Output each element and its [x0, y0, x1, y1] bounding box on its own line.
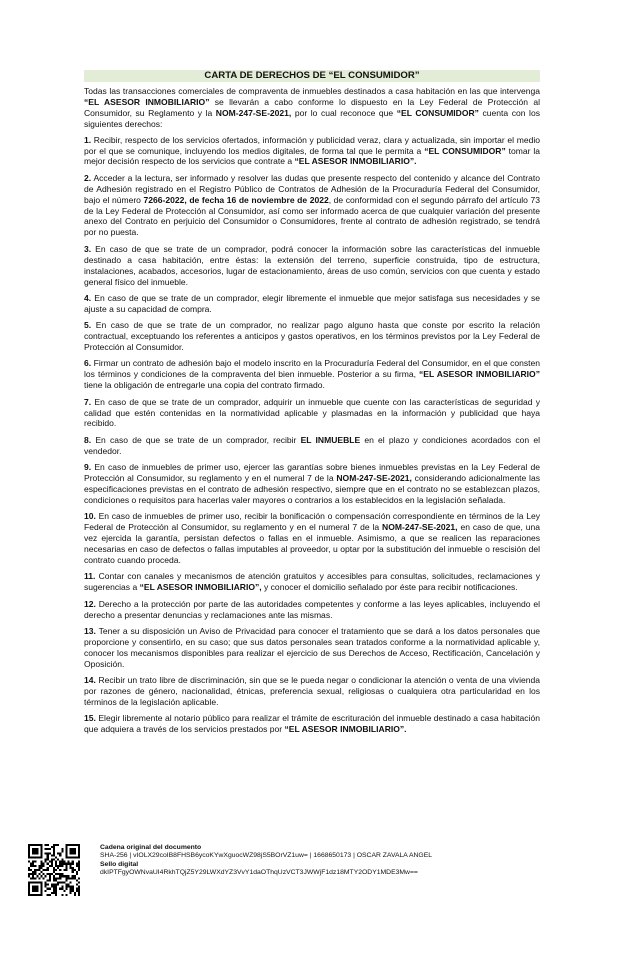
text-run: En caso de que se trate de un comprador, no realizar pago alguno hasta que conste por escrito la relación contractual, exceptuando los referentes a anticipos y gastos operativos, en los términos previstos por la Ley Federal de Protección al Consumidor.: [84, 320, 540, 353]
right-item: [84, 358, 540, 391]
rights-list: [84, 135, 540, 736]
bold-text: 7266-2022, de fecha 16 de noviembre de 2022: [143, 194, 329, 205]
qr-code-icon: [28, 844, 80, 896]
right-item: [84, 626, 540, 670]
cadena-value: SHA-256 | vIOLX29coIB8FHSB6ycoKYwXguocWZ98jS5BOrVZ1uw= | 1668650173 | OSCAR ZAVALA ANGEL: [100, 852, 433, 860]
right-item: [84, 244, 540, 288]
item-number: 7.: [84, 396, 92, 407]
bold-text: NOM-247-SE-2021,: [382, 522, 458, 533]
text-run: por lo cual reconoce que: [291, 107, 397, 118]
intro-paragraph: [84, 86, 540, 130]
cadena-label: Cadena original del documento: [100, 844, 202, 851]
bold-text: NOM-247-SE-2021,: [215, 107, 292, 118]
item-number: 1.: [84, 134, 92, 145]
text-run: Acceder a la lectura, ser informado y resolver las dudas que presente respecto del contenido y alcance del Contrato de Adhesión registrado en el Registro Público de Contratos de Adhesión de la Procuraduría Federal del Consumidor, bajo el número: [84, 172, 540, 205]
text-run: En caso de que se trate de un comprador, adquirir un inmueble que cuente con las características de seguridad y calidad que estén contenidas en la normatividad aplicable y plasmadas en la información y publicidad que haya recibido.: [84, 396, 540, 429]
text-run: En caso de que se trate de un comprador, recibir: [91, 434, 301, 445]
text-run: Recibir un trato libre de discriminación, sin que se le pueda negar o condicionar la atención o venta de una vivienda por razones de género, nacionalidad, étnicas, preferencia sexual, religiosas o cualquiera otra particularidad en los términos de la legislación aplicable.: [84, 675, 540, 707]
sello-value: dkIPTFgyOWNvaUI4RkhTQjZ5Y29LWXdYZ3VvY1daOThqUzVCT3JWWjF1dz18MTY2ODY1MDE3Mw==: [100, 869, 418, 877]
text-run: en el plazo y condiciones acordados con el vendedor.: [84, 434, 540, 456]
bold-text: “EL CONSUMIDOR”: [396, 107, 479, 118]
bold-text: “EL ASESOR INMOBILIARIO”,: [139, 582, 262, 593]
right-item: [84, 320, 540, 353]
bold-text: “EL ASESOR INMOBILIARIO”: [84, 96, 210, 107]
item-number: 8.: [84, 434, 92, 445]
item-number: 9.: [84, 462, 92, 473]
item-number: 11.: [84, 571, 96, 582]
text-run: Derecho a la protección por parte de las autoridades competentes y conforme a las leyes aplicables, incluyendo el derecho a presentar denuncias y reclamaciones ante las mismas.: [84, 598, 540, 620]
right-item: [84, 511, 540, 566]
sello-label: Sello digital: [100, 860, 139, 868]
text-run: se llevarán a cabo conforme lo dispuesto en la Ley Federal de Protección al Consumidor, su Reglamento y la: [84, 96, 540, 118]
right-item: [84, 713, 540, 735]
item-number: 5.: [84, 320, 92, 331]
item-number: 6.: [84, 358, 92, 369]
item-number: 13.: [84, 625, 96, 636]
text-run: tomar la mejor decisión respecto de los servicios que contrate a: [84, 145, 540, 167]
text-run: y conocer el domicilio señalado por éste para recibir notificaciones.: [261, 582, 518, 593]
bold-text: “EL ASESOR INMOBILIARIO”.: [294, 156, 417, 167]
bold-text: NOM-247-SE-2021,: [336, 473, 412, 484]
item-number: 15.: [84, 713, 96, 724]
right-item: [84, 293, 540, 315]
item-number: 3.: [84, 243, 92, 254]
right-item: [84, 173, 540, 238]
item-number: 12.: [84, 598, 96, 609]
text-run: En caso de que se trate de un comprador, elegir libremente el inmueble que mejor satisfaga sus necesidades y se ajuste a su capacidad de compra.: [84, 292, 540, 314]
text-run: Elegir libremente al notario público para realizar el trámite de escrituración del inmueble destinado a casa habitación que adquiera a través de los servicios prestados por: [84, 713, 540, 735]
right-item: [84, 435, 540, 457]
item-number: 10.: [84, 511, 96, 522]
item-number: 2.: [84, 172, 92, 183]
text-run: En caso de inmuebles de primer uso, recibir la bonificación o compensación correspondiente en términos de la Ley Federal de Protección al Consumidor, su reglamento y en el numeral 7 de la: [84, 511, 540, 533]
right-item: [84, 571, 540, 593]
text-run: Todas las transacciones comerciales de compraventa de inmuebles destinados a casa habitación en las que intervenga: [84, 86, 540, 96]
bold-text: “EL CONSUMIDOR”: [424, 145, 506, 156]
text-run: Firmar un contrato de adhesión bajo el modelo inscrito en la Procuraduría Federal del Consumidor, en el que consten los términos y condiciones de la compraventa del bien inmueble. Posterior a su firma,: [84, 358, 540, 380]
right-item: [84, 599, 540, 621]
digital-seal-block: [100, 844, 600, 878]
text-run: Recibir, respecto de los servicios ofertados, información y publicidad veraz, clara y actualizada, sin importar el medio por el que se comunique, incluyendo los medios digitales, de forma tal que le permita a: [84, 134, 540, 156]
text-run: , de conformidad con el segundo párrafo del artículo 73 de la Ley Federal de Protección al Consumidor, así como ser informado acerca de que cualquier variación del presente anexo del Contrato en perjuicio del Consumidor o Consumidores, frente al contrato de adhesión registrado, se tendrá por no puesta.: [84, 194, 540, 238]
right-item: [84, 675, 540, 708]
bold-text: “EL ASESOR INMOBILIARIO”.: [284, 724, 407, 735]
text-run: cuenta con los siguientes derechos:: [84, 107, 540, 129]
text-run: En caso de inmuebles de primer uso, ejercer las garantías sobre bienes inmuebles previstas en la Ley Federal de Protección al Consumidor, su reglamento y en el numeral 7 de la: [84, 462, 540, 484]
text-run: considerando adicionalmente las especificaciones previstas en el contrato de adhesión respectivo, siempre que en el contrato no se establezcan plazos, condiciones o requisitos para hacerlas valer mayores o contrarios a los establecidos en la legislación señalada.: [84, 473, 540, 505]
document-page: [84, 70, 540, 741]
text-run: tiene la obligación de entregarle una copia del contrato firmado.: [84, 380, 325, 391]
text-run: Contar con canales y mecanismos de atención gratuitos y accesibles para consultas, solicitudes, reclamaciones y sugerencias a: [84, 571, 540, 593]
document-title: CARTA DE DERECHOS DE “EL CONSUMIDOR”: [84, 70, 540, 82]
text-run: Tener a su disposición un Aviso de Privacidad para conocer el tratamiento que se dará a los datos personales que proporcione y consentirlo, en su caso; que sus datos personales sean tratados conforme a la normatividad aplicable y, conocer los mecanismos disponibles para realizar el ejercicio de sus Derechos de Acceso, Rectificación, Cancelación y Oposición.: [84, 625, 540, 669]
item-number: 4.: [84, 292, 92, 303]
item-number: 14.: [84, 675, 96, 686]
bold-text: EL INMUEBLE: [300, 434, 361, 445]
text-run: En caso de que se trate de un comprador, podrá conocer la información sobre las características del inmueble destinado a casa habitación, entre éstas: la extensión del terreno, superficie construida, tipo de estructura, instalaciones, acabados, accesorios, lugar de estacionamiento, áreas de uso común, servicios con que cuenta y estado general físico del inmueble.: [84, 243, 540, 287]
right-item: [84, 397, 540, 430]
text-run: en caso de que, una vez ejercida la garantía, persistan defectos o fallas en el inmueble. Asimismo, a que se realicen las reparaciones necesarias en caso de defectos o fallas imputables al proveedor, u optar por la substitución del inmueble o rescisión del contrato cuando proceda.: [84, 522, 540, 565]
right-item: [84, 135, 540, 168]
right-item: [84, 462, 540, 506]
bold-text: “EL ASESOR INMOBILIARIO”: [419, 369, 540, 380]
